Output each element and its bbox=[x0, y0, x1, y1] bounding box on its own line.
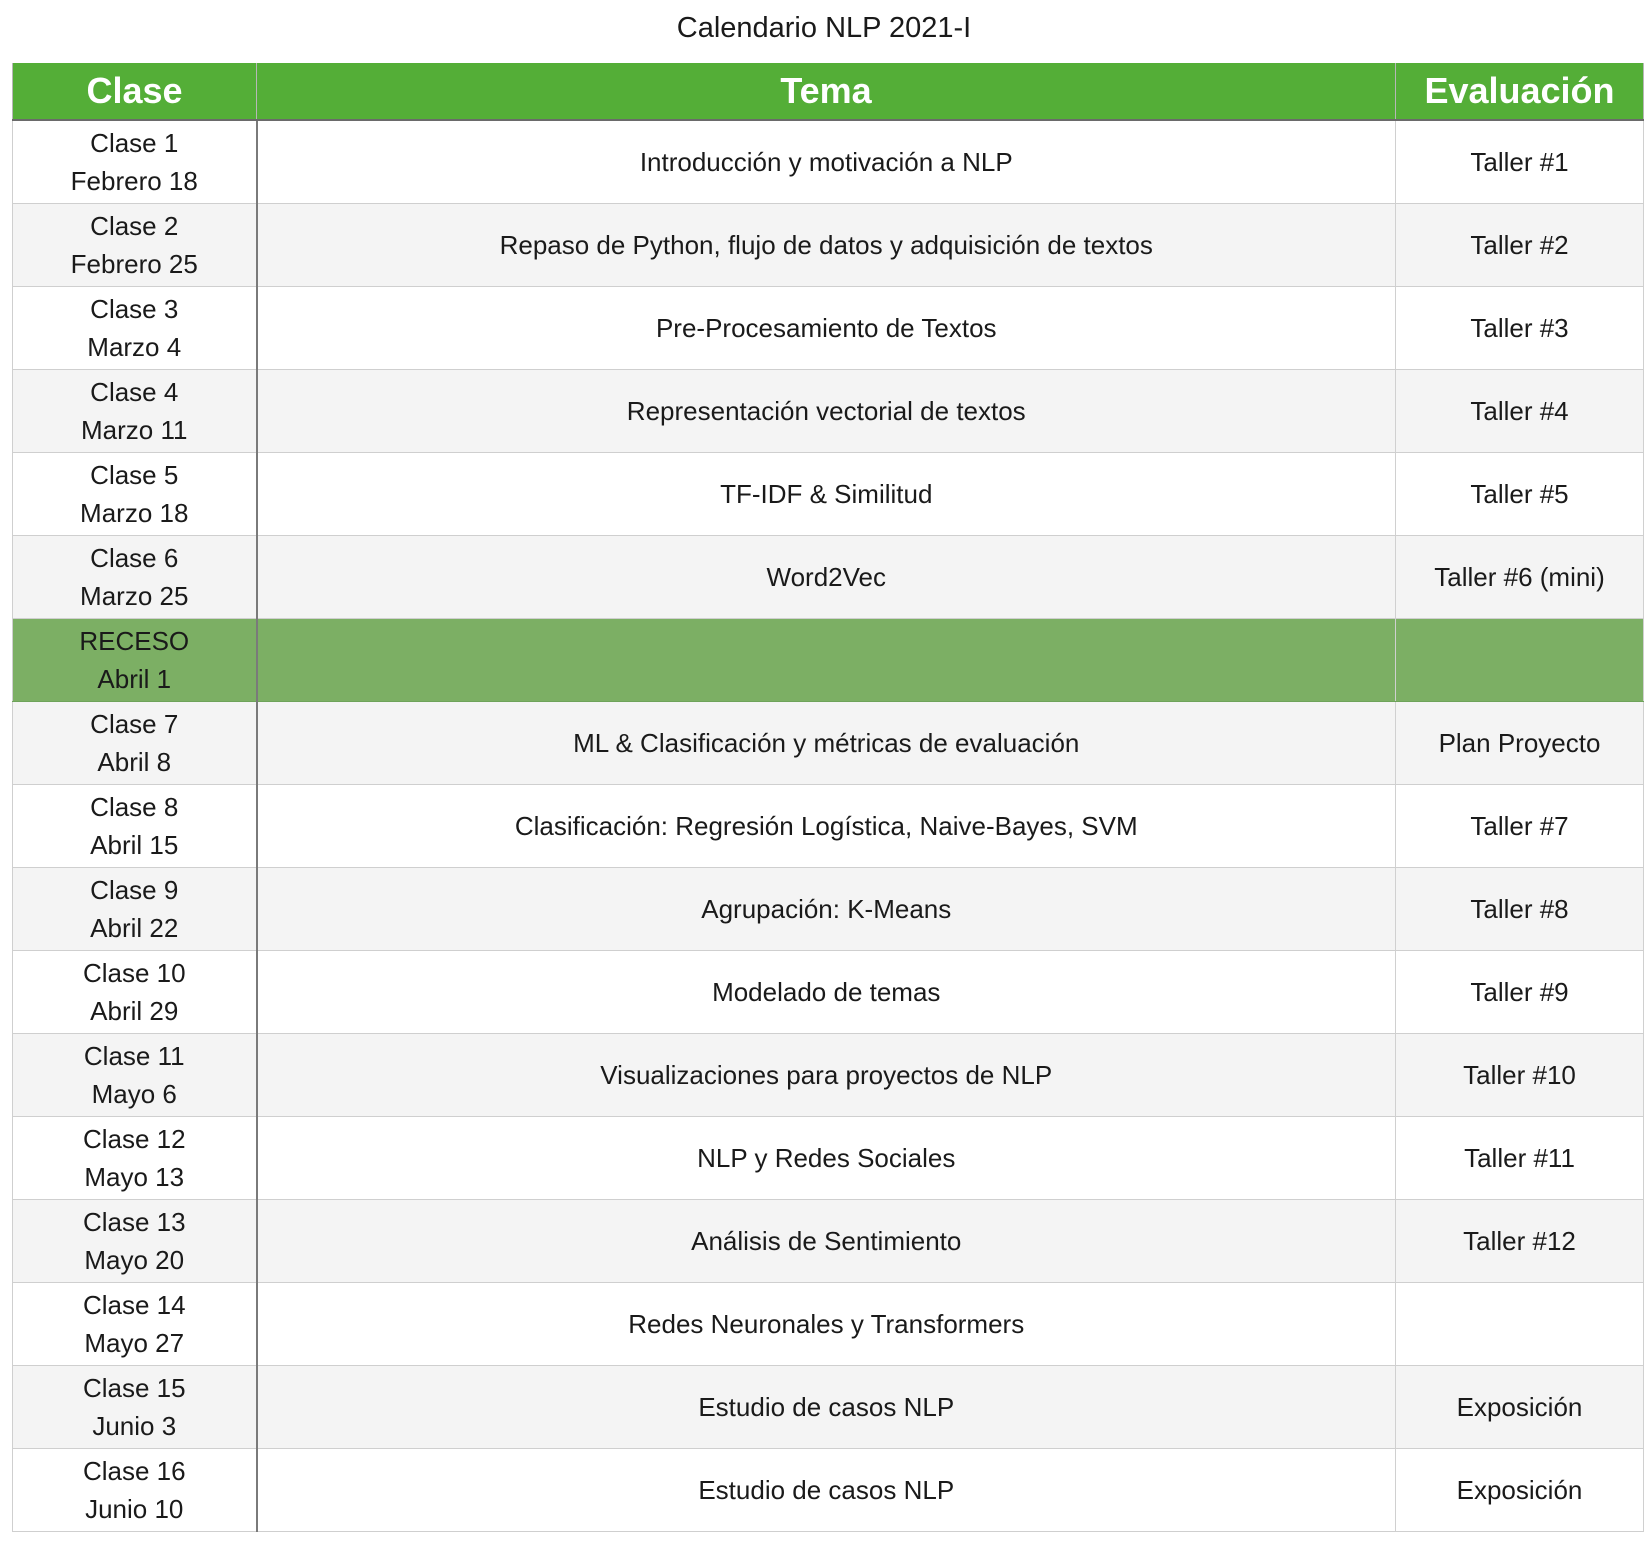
clase-date: Junio 3 bbox=[92, 1410, 177, 1441]
clase-label: Clase 9 bbox=[90, 874, 179, 905]
cell-tema: Análisis de Sentimiento bbox=[257, 1199, 1396, 1282]
header-clase: Clase bbox=[13, 63, 257, 120]
cell-clase bbox=[13, 1448, 257, 1531]
clase-date: Junio 10 bbox=[85, 1493, 184, 1524]
cell-clase bbox=[13, 1365, 257, 1448]
clase-label: Clase 7 bbox=[90, 708, 179, 739]
cell-tema: Word2Vec bbox=[257, 535, 1396, 618]
clase-date: Marzo 18 bbox=[80, 497, 189, 528]
cell-clase bbox=[13, 369, 257, 452]
cell-tema: Agrupación: K-Means bbox=[257, 867, 1396, 950]
clase-date: Abril 29 bbox=[90, 995, 179, 1026]
clase-label: Clase 12 bbox=[82, 1123, 186, 1154]
cell-evaluacion: Taller #8 bbox=[1396, 867, 1644, 950]
cell-tema: Clasificación: Regresión Logística, Naive-Bayes, SVM bbox=[257, 784, 1396, 867]
table-row bbox=[13, 535, 1644, 618]
cell-clase bbox=[13, 950, 257, 1033]
cell-clase bbox=[13, 286, 257, 369]
cell-evaluacion: Taller #7 bbox=[1396, 784, 1644, 867]
table-row bbox=[13, 867, 1644, 950]
clase-date: Mayo 13 bbox=[84, 1161, 185, 1192]
schedule-table bbox=[12, 63, 1644, 1532]
clase-label: Clase 1 bbox=[90, 127, 179, 158]
clase-date: Mayo 6 bbox=[91, 1078, 177, 1109]
cell-clase bbox=[13, 535, 257, 618]
cell-evaluacion: Taller #2 bbox=[1396, 203, 1644, 286]
cell-evaluacion: Taller #12 bbox=[1396, 1199, 1644, 1282]
cell-clase bbox=[13, 1033, 257, 1116]
table-row bbox=[13, 452, 1644, 535]
cell-clase bbox=[13, 1199, 257, 1282]
table-body bbox=[13, 120, 1644, 1531]
table-row bbox=[13, 1199, 1644, 1282]
cell-evaluacion bbox=[1396, 618, 1644, 701]
cell-clase bbox=[13, 120, 257, 203]
table-row bbox=[13, 286, 1644, 369]
clase-label: Clase 16 bbox=[82, 1455, 186, 1486]
cell-tema: Modelado de temas bbox=[257, 950, 1396, 1033]
cell-clase bbox=[13, 618, 257, 701]
table-row bbox=[13, 784, 1644, 867]
clase-label: Clase 14 bbox=[82, 1289, 186, 1320]
cell-evaluacion: Taller #9 bbox=[1396, 950, 1644, 1033]
clase-date: Abril 8 bbox=[97, 746, 172, 777]
cell-clase bbox=[13, 701, 257, 784]
cell-tema: Estudio de casos NLP bbox=[257, 1365, 1396, 1448]
clase-label: Clase 2 bbox=[90, 210, 179, 241]
table-row bbox=[13, 203, 1644, 286]
cell-tema bbox=[257, 618, 1396, 701]
clase-date: Febrero 25 bbox=[70, 248, 198, 279]
cell-evaluacion: Taller #5 bbox=[1396, 452, 1644, 535]
table-row bbox=[13, 701, 1644, 784]
table-row bbox=[13, 120, 1644, 203]
recess-row bbox=[13, 618, 1644, 701]
cell-evaluacion: Taller #4 bbox=[1396, 369, 1644, 452]
table-row bbox=[13, 950, 1644, 1033]
header-tema: Tema bbox=[257, 63, 1396, 120]
cell-tema: Visualizaciones para proyectos de NLP bbox=[257, 1033, 1396, 1116]
clase-label: Clase 6 bbox=[90, 542, 179, 573]
cell-tema: NLP y Redes Sociales bbox=[257, 1116, 1396, 1199]
table-header-row bbox=[13, 63, 1644, 120]
cell-tema: Redes Neuronales y Transformers bbox=[257, 1282, 1396, 1365]
cell-clase bbox=[13, 867, 257, 950]
clase-date: Febrero 18 bbox=[70, 165, 198, 196]
clase-label: Clase 13 bbox=[82, 1206, 186, 1237]
clase-label: Clase 8 bbox=[90, 791, 179, 822]
clase-label: Clase 10 bbox=[82, 957, 186, 988]
cell-evaluacion bbox=[1396, 1282, 1644, 1365]
cell-tema: TF-IDF & Similitud bbox=[257, 452, 1396, 535]
cell-tema: Representación vectorial de textos bbox=[257, 369, 1396, 452]
cell-evaluacion: Exposición bbox=[1396, 1448, 1644, 1531]
cell-evaluacion: Taller #11 bbox=[1396, 1116, 1644, 1199]
clase-label: Clase 11 bbox=[83, 1040, 185, 1071]
clase-label: RECESO bbox=[79, 625, 190, 656]
cell-evaluacion: Plan Proyecto bbox=[1396, 701, 1644, 784]
clase-label: Clase 4 bbox=[90, 376, 179, 407]
cell-tema: ML & Clasificación y métricas de evaluación bbox=[257, 701, 1396, 784]
clase-date: Mayo 27 bbox=[84, 1327, 185, 1358]
cell-tema: Pre-Procesamiento de Textos bbox=[257, 286, 1396, 369]
clase-date: Abril 1 bbox=[97, 663, 172, 694]
cell-tema: Estudio de casos NLP bbox=[257, 1448, 1396, 1531]
table-row bbox=[13, 1282, 1644, 1365]
cell-clase bbox=[13, 1116, 257, 1199]
cell-clase bbox=[13, 784, 257, 867]
cell-clase bbox=[13, 1282, 257, 1365]
cell-evaluacion: Taller #3 bbox=[1396, 286, 1644, 369]
table-row bbox=[13, 1033, 1644, 1116]
cell-evaluacion: Exposición bbox=[1396, 1365, 1644, 1448]
clase-date: Marzo 4 bbox=[87, 331, 182, 362]
clase-date: Marzo 25 bbox=[80, 580, 189, 611]
clase-date: Mayo 20 bbox=[84, 1244, 185, 1275]
clase-label: Clase 15 bbox=[82, 1372, 186, 1403]
cell-evaluacion: Taller #1 bbox=[1396, 120, 1644, 203]
clase-label: Clase 5 bbox=[90, 459, 179, 490]
cell-evaluacion: Taller #10 bbox=[1396, 1033, 1644, 1116]
clase-date: Abril 15 bbox=[90, 829, 179, 860]
table-row bbox=[13, 1365, 1644, 1448]
clase-label: Clase 3 bbox=[90, 293, 179, 324]
cell-clase bbox=[13, 203, 257, 286]
cell-tema: Introducción y motivación a NLP bbox=[257, 120, 1396, 203]
table-row bbox=[13, 1448, 1644, 1531]
table-row bbox=[13, 1116, 1644, 1199]
clase-date: Abril 22 bbox=[90, 912, 179, 943]
cell-tema: Repaso de Python, flujo de datos y adquisición de textos bbox=[257, 203, 1396, 286]
cell-clase bbox=[13, 452, 257, 535]
table-row bbox=[13, 369, 1644, 452]
header-evaluacion: Evaluación bbox=[1396, 63, 1644, 120]
page-title: Calendario NLP 2021-I bbox=[676, 12, 972, 44]
cell-evaluacion: Taller #6 (mini) bbox=[1396, 535, 1644, 618]
clase-date: Marzo 11 bbox=[81, 414, 188, 445]
